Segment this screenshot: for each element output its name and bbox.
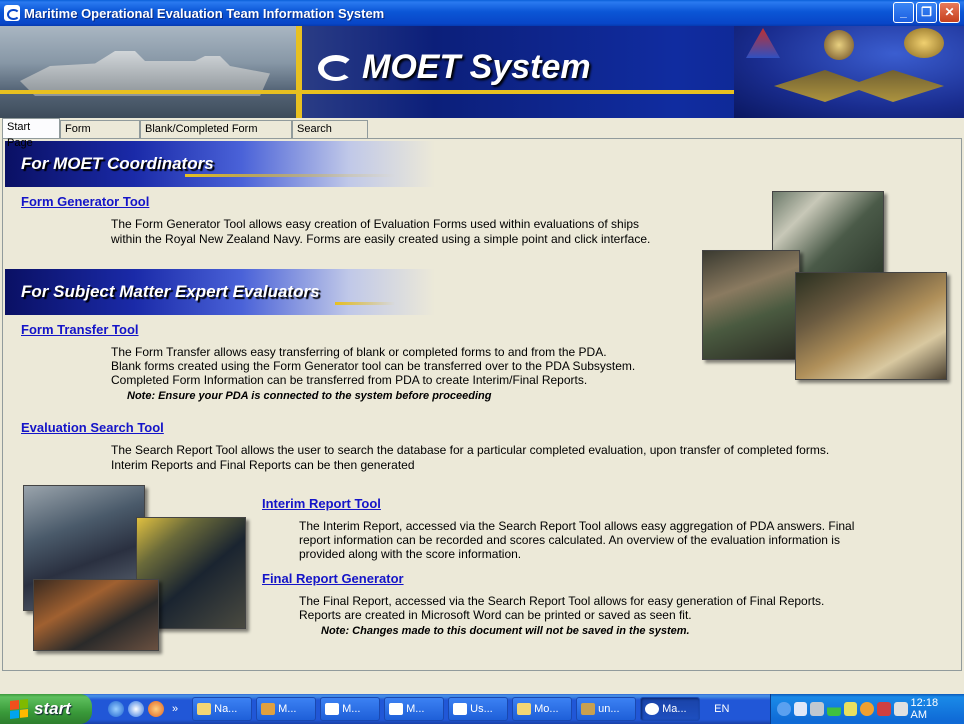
network-icon[interactable] (794, 702, 808, 716)
form-generator-link[interactable]: Form Generator Tool (21, 194, 150, 209)
taskbar-item-m-1[interactable] (256, 697, 316, 721)
volume-icon[interactable] (894, 702, 908, 716)
emblem-triangle (746, 28, 780, 58)
form-generator-desc-2: within the Royal New Zealand Navy. Forms are easily created using a simple point and click interface. (111, 232, 651, 246)
logo-swirl-icon (318, 55, 354, 81)
tab-form-transfer[interactable]: Blank/Completed Form (140, 120, 292, 138)
window-title: Maritime Operational Evaluation Team Information System (24, 5, 385, 21)
taskbar-item-ma-active[interactable] (640, 697, 700, 721)
close-button[interactable]: ✕ (939, 2, 960, 23)
sailor-photo-2 (702, 250, 800, 360)
word-doc-icon (453, 703, 467, 715)
taskbar-item-us[interactable] (448, 697, 508, 721)
task-label: un... (598, 703, 620, 715)
task-label: Mo... (534, 703, 559, 715)
taskbar-item-folder-na[interactable] (192, 697, 252, 721)
sme-header (5, 269, 435, 315)
task-label: Us... (470, 703, 493, 715)
start-button[interactable] (0, 694, 92, 724)
system-tray (770, 694, 964, 724)
logo-text: MOET System (362, 48, 591, 86)
bluetooth-icon[interactable] (844, 702, 858, 716)
task-label: M... (278, 703, 297, 715)
navy-crest-image (734, 26, 964, 118)
interim-report-desc-1: The Interim Report, accessed via the Search Report Tool allows easy aggregation of PDA answers. Final (299, 519, 855, 533)
interim-report-link[interactable]: Interim Report Tool (262, 496, 381, 511)
title-bar[interactable] (0, 0, 964, 26)
interim-report-desc-3: provided along with the score information. (299, 547, 522, 561)
taskbar (0, 694, 964, 724)
signal-icon[interactable] (827, 702, 841, 716)
damage-control-photo (33, 579, 159, 651)
language-indicator[interactable]: EN (714, 703, 730, 715)
clock[interactable]: 12:18 AM (910, 697, 939, 721)
task-label: Ma... (662, 703, 687, 715)
emblem-wings (774, 66, 944, 106)
tray-arrow-icon[interactable] (777, 702, 791, 716)
header-underline (185, 174, 395, 177)
internet-explorer-icon[interactable] (108, 701, 124, 717)
coordinators-header (5, 141, 435, 187)
moet-app-icon (645, 703, 659, 715)
antivirus-icon[interactable] (877, 702, 891, 716)
form-transfer-link[interactable]: Form Transfer Tool (21, 322, 139, 337)
media-player-icon[interactable] (148, 701, 164, 717)
app-icon (261, 703, 275, 715)
form-transfer-desc-2: Blank forms created using the Form Generator tool can be transferred over to the PDA Subsystem. (111, 359, 636, 373)
minimize-button[interactable]: _ (893, 2, 914, 23)
moet-logo (318, 48, 591, 87)
task-label: Na... (214, 703, 238, 715)
window-controls (893, 2, 960, 23)
final-report-desc-2: Reports are created in Microsoft Word can be printed or saved as seen fit. (299, 608, 692, 622)
display-icon[interactable] (810, 702, 824, 716)
ie-icon[interactable] (128, 701, 144, 717)
form-transfer-desc-1: The Form Transfer allows easy transferring of blank or completed forms to and from the PDA. (111, 345, 607, 359)
paint-icon (581, 703, 595, 715)
task-label: M... (342, 703, 361, 715)
final-report-desc-1: The Final Report, accessed via the Search Report Tool allows for easy generation of Final Reports. (299, 594, 825, 608)
header-underline (335, 302, 395, 305)
evaluation-search-link[interactable]: Evaluation Search Tool (21, 420, 164, 435)
taskbar-item-folder-mo[interactable] (512, 697, 572, 721)
final-report-link[interactable]: Final Report Generator (262, 571, 404, 586)
tab-form-generator[interactable]: Form (60, 120, 140, 138)
security-icon[interactable] (860, 702, 874, 716)
tab-start-page[interactable]: Start Page (2, 118, 60, 138)
form-transfer-desc-3: Completed Form Information can be transferred from PDA to create Interim/Final Reports. (111, 373, 588, 387)
final-report-note: Note: Changes made to this document will not be saved in the system. (321, 625, 690, 637)
maximize-button[interactable]: ❐ (916, 2, 937, 23)
evaluation-search-desc-1: The Search Report Tool allows the user to search the database for a particular completed evaluation, upon transfer of completed forms. (111, 443, 830, 457)
quick-launch (108, 701, 164, 717)
interim-report-desc-2: report information can be recorded and scores calculated. An overview of the evaluation information is (299, 533, 840, 547)
window-icon (325, 703, 339, 715)
coordinators-header-text: For MOET Coordinators (21, 154, 214, 173)
taskbar-item-m-2[interactable] (320, 697, 380, 721)
emblem-crown (904, 28, 944, 58)
emblem-center (824, 30, 854, 60)
sailor-photo-3 (795, 272, 947, 380)
tab-bar (0, 118, 964, 149)
task-label: M... (406, 703, 425, 715)
sme-header-text: For Subject Matter Expert Evaluators (21, 282, 320, 301)
banner (0, 26, 964, 118)
start-page-content (2, 138, 962, 671)
banner-stripe-vertical (296, 26, 302, 118)
form-generator-desc-1: The Form Generator Tool allows easy creation of Evaluation Forms used within evaluations of ships (111, 217, 640, 231)
main-panel (0, 138, 964, 694)
taskbar-item-m-3[interactable] (384, 697, 444, 721)
quick-launch-overflow[interactable]: » (172, 703, 179, 715)
start-label: start (34, 699, 71, 718)
window-icon (389, 703, 403, 715)
tab-search-report[interactable]: Search (292, 120, 368, 138)
form-transfer-note: Note: Ensure your PDA is connected to the system before proceeding (127, 390, 492, 402)
folder-icon (517, 703, 531, 715)
evaluation-search-desc-2: Interim Reports and Final Reports can be then generated (111, 458, 415, 472)
taskbar-item-un[interactable] (576, 697, 636, 721)
folder-icon (197, 703, 211, 715)
windows-logo-icon (10, 699, 28, 719)
app-icon (4, 5, 20, 21)
